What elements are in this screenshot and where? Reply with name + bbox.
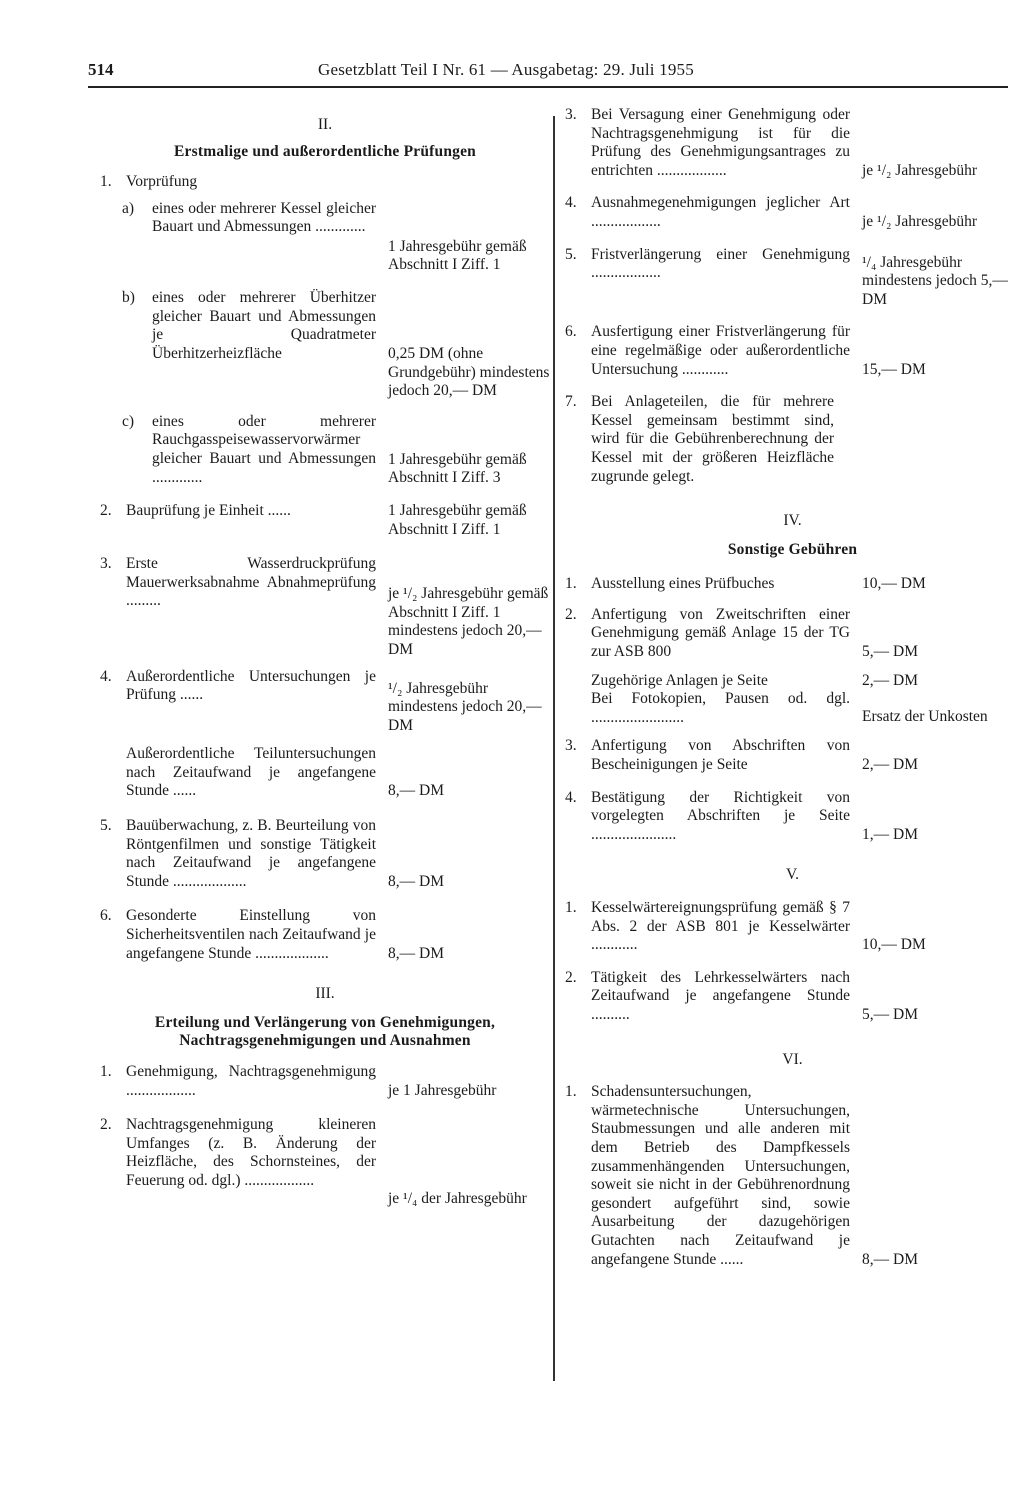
fee-item <box>565 1083 1020 1269</box>
item-number: 5. <box>565 245 577 263</box>
fee-item <box>565 323 1020 379</box>
item-description: Erste Wasserdruckprüfung Mauerwerksabnahme Abnahmeprüfung ......... <box>126 555 376 610</box>
item-letter: c) <box>122 412 135 430</box>
section-number: IV. <box>783 512 802 530</box>
item-description: Außerordentliche Teiluntersuchungen nach Zeitaufwand je angefangene Stunde ...... <box>126 745 376 800</box>
fee-item <box>100 502 550 539</box>
item-description: Tätigkeit des Lehrkesselwärters nach Zeitaufwand je angefangene Stunde .......... <box>591 968 850 1023</box>
item-description: eines oder mehrerer Kessel gleicher Bauart und Abmessungen ............. <box>152 199 376 236</box>
item-number: 4. <box>565 788 577 806</box>
item-number: 6. <box>565 323 577 341</box>
fee-item <box>100 555 550 659</box>
fee-item <box>565 606 1020 662</box>
fee-item <box>565 899 1020 955</box>
item-fee: ¹/₂ Jahresgebühr mindestens jedoch 20,— DM <box>388 679 542 734</box>
item-description: Nachtragsgenehmigung kleineren Umfanges (z. B. Änderung der Heizfläche, des Schornsteines, der Feuerung od. dgl.) .................. <box>126 1116 376 1189</box>
item-number: 1. <box>565 1083 577 1101</box>
item-number: 3. <box>100 555 112 573</box>
item-description: Bauüberwachung, z. B. Beurteilung von Röntgenfilmen und sonstige Tätigkeit nach Zeitaufwand je angefangene Stunde ................... <box>126 817 376 890</box>
item-number: 2. <box>100 501 112 519</box>
item-fee: 1 Jahresgebühr gemäß Abschnitt I Ziff. 1 <box>388 237 527 274</box>
item-fee: 8,— DM <box>388 872 444 890</box>
item-description: Zugehörige Anlagen je Seite <box>591 671 768 689</box>
fee-item <box>565 969 1020 1025</box>
item-number: 1. <box>100 173 112 191</box>
item-number: 2. <box>565 605 577 623</box>
item-number: 1. <box>565 575 577 593</box>
right-column <box>565 106 1020 1269</box>
fee-item <box>100 289 550 401</box>
item-number: 1. <box>565 899 577 916</box>
item-fee: 15,— DM <box>862 360 926 378</box>
item-fee: 10,— DM <box>862 936 926 954</box>
fee-item <box>100 668 550 736</box>
item-description: Bei Anlageteilen, die für mehrere Kessel gemeinsam bestimmt sind, wird für die Gebührenberechnung der Kessel mit der größeren Heizfläche zugrunde gelegt. <box>591 393 834 485</box>
item-fee: ¹/₄ Jahresgebühr mindestens jedoch 5,— DM <box>862 253 1008 308</box>
item-fee: 2,— DM <box>862 671 918 689</box>
section-number: II. <box>317 116 333 133</box>
item-fee: 1 Jahresgebühr gemäß Abschnitt I Ziff. 1 <box>388 501 527 538</box>
item-fee: je ¹/₂ Jahresgebühr <box>862 161 978 179</box>
item-letter: a) <box>122 199 135 217</box>
item-fee: 1,— DM <box>862 825 918 843</box>
item-number: 4. <box>100 667 112 685</box>
item-description: eines oder mehrerer Überhitzer gleicher Bauart und Abmessungen je Quadratmeter Überhitzerheizfläche <box>152 288 376 362</box>
fee-item <box>565 690 1020 727</box>
fee-item <box>100 817 550 891</box>
item-letter: b) <box>122 288 135 306</box>
item-description: Kesselwärtereignungsprüfung gemäß § 7 Abs. 2 der ASB 801 je Kesselwärter ............ <box>591 899 850 954</box>
fee-item <box>565 575 1020 594</box>
fee-item <box>100 745 550 801</box>
item-number: 3. <box>565 737 577 755</box>
section-number: VI. <box>782 1050 803 1068</box>
item-description: Schadensuntersuchungen, wärmetechnische Untersuchungen, Staubmessungen und alle anderen mit dem Betrieb des Dampfkessels zusammenhängenden Untersuchungen, soweit sie nicht in der Gebührenordnung gesondert aufgeführt sind, sowie Ausarbeitung der dazugehörigen Gutachten nach Zeitaufwand je angefangene Stunde ...... <box>591 1083 850 1268</box>
item-fee: 0,25 DM (ohne Grundgebühr) mindestens jedoch 20,— DM <box>388 344 550 400</box>
item-fee: 8,— DM <box>388 944 444 962</box>
item-description: Anfertigung von Abschriften von Bescheinigungen je Seite <box>591 737 850 774</box>
fee-item <box>100 200 550 275</box>
fee-item <box>100 1063 550 1100</box>
item-fee: 8,— DM <box>862 1250 918 1268</box>
fee-item <box>100 413 550 488</box>
fee-item <box>100 173 550 192</box>
item-description: Gesonderte Einstellung von Sicherheitsventilen nach Zeitaufwand je angefangene Stunde ................... <box>126 907 376 962</box>
item-fee: je ¹/₂ Jahresgebühr <box>862 212 978 230</box>
left-column <box>100 106 550 1209</box>
item-fee: 1 Jahresgebühr gemäß Abschnitt I Ziff. 3 <box>388 450 527 487</box>
item-number: 5. <box>100 817 112 835</box>
fee-item <box>565 737 1020 774</box>
item-fee: Ersatz der Unkosten <box>862 708 988 726</box>
item-fee: je ¹/₄ der Jahresgebühr <box>388 1190 527 1208</box>
item-description: Vorprüfung <box>126 173 198 191</box>
fee-item <box>100 907 550 963</box>
item-number: 1. <box>100 1063 112 1080</box>
item-fee: 8,— DM <box>388 782 444 800</box>
fee-item <box>565 789 1020 845</box>
page-number: 514 <box>88 60 114 79</box>
item-fee: je ¹/₂ Jahresgebühr gemäß Abschnitt I Ziff. 1 mindestens jedoch 20,— DM <box>388 585 549 658</box>
column-divider <box>553 116 555 1381</box>
section-title: Erstmalige und außerordentliche Prüfungen <box>174 142 476 160</box>
item-number: 2. <box>100 1116 112 1134</box>
item-description: Bauprüfung je Einheit ...... <box>126 501 291 519</box>
item-fee: 5,— DM <box>862 1005 918 1023</box>
item-fee: je 1 Jahresgebühr <box>388 1081 497 1099</box>
section-number: III. <box>315 985 335 1003</box>
section-title: Sonstige Gebühren <box>727 540 858 558</box>
item-description: Außerordentliche Untersuchungen je Prüfung ...... <box>126 667 376 704</box>
item-number: 2. <box>565 968 577 986</box>
item-number: 4. <box>565 194 577 212</box>
item-description: Anfertigung von Zweitschriften einer Genehmigung gemäß Anlage 15 der TG zur ASB 800 <box>591 605 850 661</box>
fee-item <box>565 393 1020 486</box>
fee-item <box>100 1116 550 1209</box>
fee-item <box>565 672 1020 691</box>
item-description: Ausnahmegenehmigungen jeglicher Art .................. <box>591 194 850 230</box>
section-number: V. <box>785 866 800 884</box>
item-number: 6. <box>100 907 112 925</box>
item-description: Fristverlängerung einer Genehmigung .................. <box>591 245 850 282</box>
item-number: 3. <box>565 106 577 123</box>
item-fee: 5,— DM <box>862 643 918 661</box>
item-description: Bestätigung der Richtigkeit von vorgelegten Abschriften je Seite ...................... <box>591 788 850 843</box>
fee-item <box>565 106 1020 180</box>
section-title: Nachtragsgenehmigungen und Ausnahmen <box>179 1032 471 1050</box>
item-number: 7. <box>565 393 577 411</box>
item-description: Bei Versagung einer Genehmigung oder Nachtragsgenehmigung ist für die Prüfung des Genehmigungsantrages zu entrichten .................. <box>591 106 850 179</box>
fee-item <box>565 246 1020 310</box>
header-rule <box>88 86 1008 88</box>
fee-item <box>565 194 1020 231</box>
item-description: Ausstellung eines Prüfbuches <box>591 575 775 593</box>
item-fee: 2,— DM <box>862 756 918 774</box>
running-header: Gesetzblatt Teil I Nr. 61 — Ausgabetag: 29. Juli 1955 <box>318 60 694 79</box>
item-description: Ausfertigung einer Fristverlängerung für eine regelmäßige oder außerordentliche Untersuchung ............ <box>591 323 850 378</box>
item-fee: 10,— DM <box>862 575 926 593</box>
item-description: Genehmigung, Nachtragsgenehmigung .................. <box>126 1063 376 1099</box>
item-description: Bei Fotokopien, Pausen od. dgl. ........................ <box>591 690 850 726</box>
section-title: Erteilung und Verlängerung von Genehmigungen, <box>154 1013 496 1031</box>
item-description: eines oder mehrerer Rauchgasspeisewasservorwärmer gleicher Bauart und Abmessungen ............. <box>152 412 376 486</box>
